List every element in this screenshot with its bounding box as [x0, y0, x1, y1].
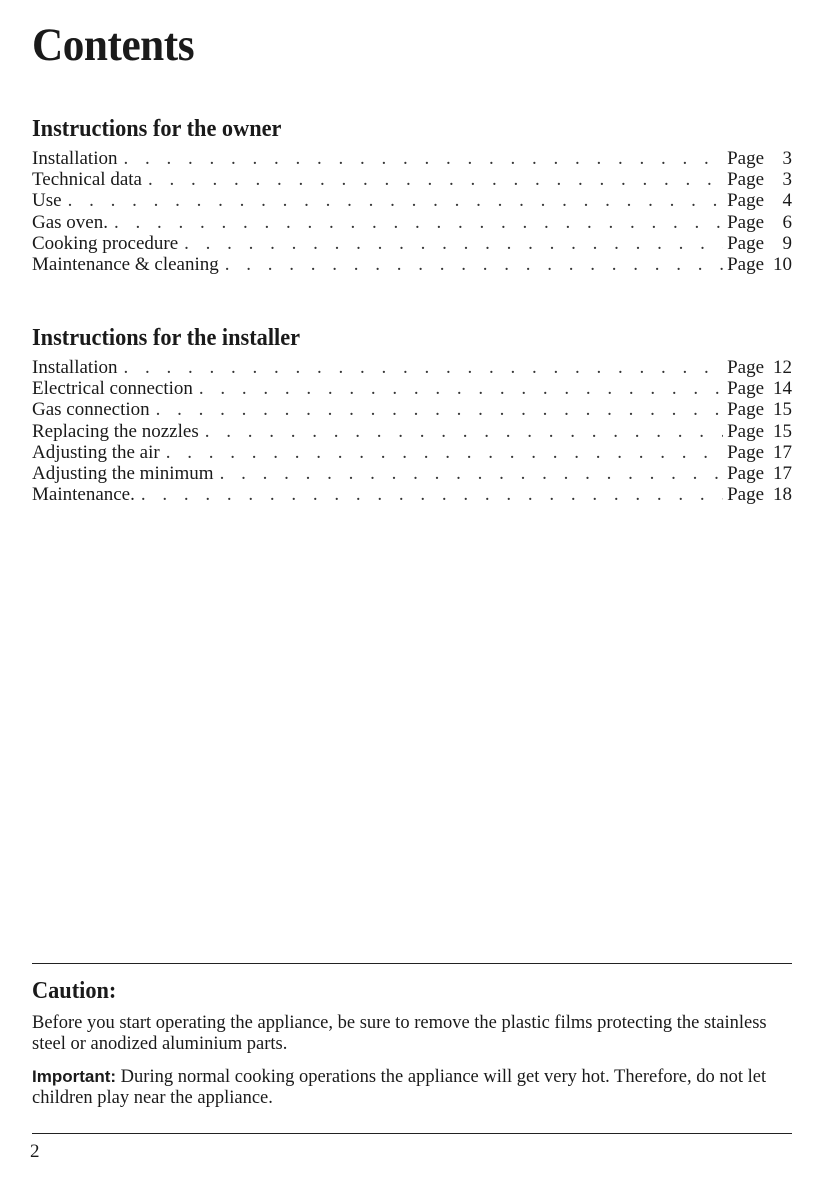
toc-entry-label: Maintenance.: [32, 484, 135, 506]
toc-entry-label: Replacing the nozzles: [32, 420, 199, 442]
dot-leader: [166, 442, 723, 463]
toc-entry-label: Adjusting the minimum: [32, 462, 214, 484]
toc-entry[interactable]: [32, 484, 792, 505]
dot-leader: [148, 169, 723, 190]
dot-leader: [123, 357, 723, 378]
toc-entry[interactable]: [32, 190, 792, 211]
dot-leader: [199, 378, 723, 399]
toc-entry[interactable]: [32, 399, 792, 420]
toc-entry-label: Cooking procedure: [32, 232, 179, 254]
caution-text: Before you start operating the appliance, be sure to remove the plastic films protecting the stainless steel or anodized aluminium parts.: [32, 1013, 767, 1054]
owner-toc-list: [32, 148, 792, 275]
toc-entry-page: Page 17: [727, 441, 792, 463]
footer-divider: [32, 1133, 792, 1134]
toc-entry-page: Page 4: [727, 190, 792, 212]
toc-entry[interactable]: [32, 233, 792, 254]
toc-entry-page: Page 9: [727, 232, 792, 254]
dot-leader: [123, 148, 723, 169]
toc-entry[interactable]: [32, 463, 792, 484]
toc-entry-label: Installation: [32, 148, 118, 169]
toc-entry[interactable]: [32, 254, 792, 275]
toc-entry-page: Page 10: [727, 253, 792, 275]
toc-entry-page: Page 12: [727, 357, 792, 378]
toc-entry-label: Use: [32, 190, 62, 212]
important-note: [32, 1066, 802, 1109]
toc-entry-label: Gas connection: [32, 399, 150, 421]
toc-entry-page: Page 3: [727, 148, 792, 169]
dot-leader: [220, 463, 724, 484]
dot-leader: [205, 421, 723, 442]
dot-leader: [114, 212, 723, 233]
installer-section-heading: Instructions for the installer: [32, 325, 301, 351]
dot-leader: [184, 233, 723, 254]
toc-entry-label: Gas oven.: [32, 211, 108, 233]
caution-divider: [32, 963, 792, 964]
dot-leader: [225, 254, 723, 275]
toc-entry-page: Page 14: [727, 378, 792, 400]
toc-entry-label: Installation: [32, 357, 118, 378]
toc-entry[interactable]: [32, 148, 792, 169]
toc-entry-page: Page 17: [727, 462, 792, 484]
page-number: 2: [30, 1141, 40, 1162]
toc-entry-label: Adjusting the air: [32, 441, 160, 463]
toc-entry-page: Page 18: [727, 484, 792, 506]
toc-entry-page: Page 6: [727, 211, 792, 233]
toc-entry-page: Page 3: [727, 169, 792, 191]
toc-entry-label: Technical data: [32, 169, 142, 191]
toc-entry[interactable]: [32, 378, 792, 399]
important-label: Important:: [32, 1067, 117, 1086]
toc-entry[interactable]: [32, 357, 792, 378]
toc-entry-page: Page 15: [727, 420, 792, 442]
toc-entry[interactable]: [32, 442, 792, 463]
toc-entry-page: Page 15: [727, 399, 792, 421]
dot-leader: [141, 484, 723, 505]
toc-entry[interactable]: [32, 169, 792, 190]
toc-entry-label: Maintenance & cleaning: [32, 253, 219, 275]
toc-entry[interactable]: [32, 421, 792, 442]
caution-heading: Caution:: [32, 978, 117, 1004]
owner-section-heading: Instructions for the owner: [32, 116, 282, 142]
toc-entry[interactable]: [32, 212, 792, 233]
dot-leader: [156, 399, 723, 420]
page-title: Contents: [32, 19, 195, 71]
toc-entry-label: Electrical connection: [32, 378, 193, 400]
important-text: During normal cooking operations the appliance will get very hot. Therefore, do not let children play near the appliance.: [32, 1067, 767, 1108]
installer-toc-list: [32, 357, 792, 505]
dot-leader: [68, 190, 724, 211]
